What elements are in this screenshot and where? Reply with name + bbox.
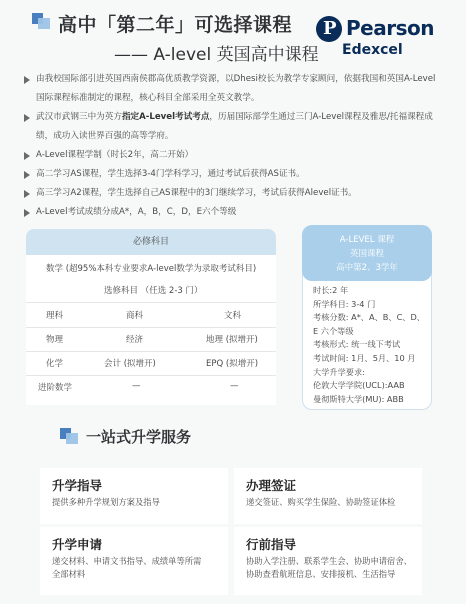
course-info-card: [302, 270, 432, 410]
service-title: 办理签证: [246, 478, 297, 493]
bullet-arrow-icon: [24, 209, 30, 217]
logo-brand: Pearson: [346, 16, 434, 40]
card-detail: 时长:2 年: [313, 285, 349, 295]
card-detail: 大学升学要求:: [313, 366, 365, 377]
intro-bullet: 由我校国际部引进英国西南侯郡高优质教学资源，以Dhesi校长为教学专家顾问，依据我国和英国A-Level国际课程标准制定的课程，核心科目全部采用全英文教学。: [24, 70, 444, 108]
pearson-mark-icon: P: [316, 16, 342, 42]
pearson-edexcel-logo: [310, 8, 434, 62]
card-detail: E 六个等级: [313, 325, 354, 336]
service-desc: 递交签证、购买学生保险、协助签证体检: [246, 497, 396, 507]
table-cell: —: [230, 381, 239, 391]
title-decoration-icon: [32, 13, 50, 29]
card-detail: 所学科目: 3-4 门: [313, 298, 376, 309]
services-section-title: 一站式升学服务: [86, 428, 192, 446]
bullet-arrow-icon: [24, 171, 30, 179]
exam-center-highlight: 指定A-Level考试考点: [121, 112, 210, 122]
card-detail: 考试时间: 1月、5月、10 月: [313, 352, 416, 363]
table-cell: 进阶数学: [38, 383, 73, 393]
course-card-header: A-LEVEL 课程 英国课程 高中第2、3学年: [302, 225, 432, 281]
intro-bullet: 高二学习AS课程，学生选择3-4门学科学习，通过考试后获得AS证书。: [24, 165, 444, 184]
intro-bullet: 武汉市武钢三中为英方指定A-Level考试考点，历届国际部学生通过三门A-Level课程及雅思/托福课程成绩，成功入读世界百强的高等学府。: [24, 108, 444, 146]
bullet-arrow-icon: [24, 114, 30, 122]
service-card-application: [40, 527, 228, 595]
table-cell: 化学: [46, 359, 64, 369]
section-decoration-icon: [60, 428, 78, 444]
service-card-predeparture: [234, 527, 422, 595]
column-header-business: 商科: [126, 311, 144, 321]
card-detail: 考核分数: A*、A、B、C、D、: [313, 312, 425, 323]
card-detail: 伦敦大学学院(UCL):AAB: [313, 380, 405, 391]
intro-bullet: 高三学习A2课程，学生选择自己AS课程中的3门继续学习，考试后获得Alevel证书。: [24, 184, 444, 203]
page-subtitle: —— A-level 英国高中课程: [114, 45, 319, 65]
required-subjects-header: 必修科目: [26, 229, 276, 255]
bullet-arrow-icon: [24, 152, 30, 160]
table-cell: 会计 (拟增开): [104, 359, 156, 369]
column-header-arts: 文科: [224, 311, 242, 321]
card-detail: 考核形式: 统一线下考试: [313, 339, 401, 350]
card-detail: 曼彻斯特大学(MU): ABB: [313, 393, 404, 404]
logo-sub: Edexcel: [342, 42, 403, 58]
service-desc: 协助入学注册、联系学生会、协助申请宿舍、协助查看航班信息、安排接机、生活指导: [246, 556, 412, 579]
elective-title: 选修科目 （任选 2-3 门）: [104, 286, 203, 296]
service-card-visa: [234, 468, 422, 524]
service-title: 升学指导: [52, 478, 103, 493]
table-cell: —: [132, 381, 141, 391]
course-table: [26, 255, 276, 405]
table-cell: EPQ (拟增开): [206, 359, 259, 369]
bullet-arrow-icon: [24, 190, 30, 198]
intro-bullets: [24, 70, 444, 222]
service-title: 行前指导: [246, 537, 297, 552]
intro-bullet: A-Level考试成绩分成A*，A，B，C，D，E六个等级: [24, 203, 444, 222]
bullet-arrow-icon: [24, 76, 30, 84]
required-subject: 数学 (超95%本科专业要求A-level数学为录取考试科目): [46, 264, 257, 274]
service-desc: 提供多种升学规划方案及指导: [52, 497, 160, 507]
table-cell: 地理 (拟增开): [206, 335, 258, 345]
service-card-guidance: [40, 468, 228, 524]
service-desc: 递交材料、申请文书指导、成绩单等所需全部材料: [52, 556, 202, 579]
service-title: 升学申请: [52, 537, 103, 552]
column-header-science: 理科: [46, 311, 64, 321]
table-cell: 物理: [46, 335, 64, 345]
table-cell: 经济: [126, 335, 144, 345]
intro-bullet: A-Level课程学制（时长2年，高二开始）: [24, 146, 444, 165]
page-title: 高中「第二年」可选择课程: [58, 14, 293, 36]
